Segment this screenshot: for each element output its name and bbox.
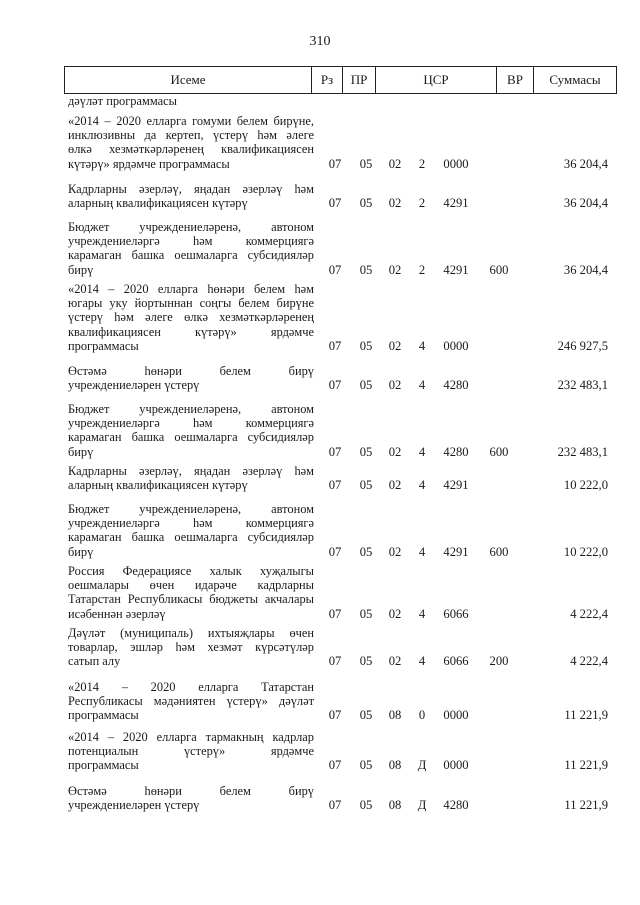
target-code-subprogram: 2 xyxy=(418,196,426,211)
subsection-code: 05 xyxy=(359,654,373,669)
section-code: 07 xyxy=(328,262,342,277)
amount-value: 232 483,1 xyxy=(557,378,608,393)
target-code-subprogram: 0 xyxy=(418,708,426,723)
expense-type-code: 200 xyxy=(489,654,509,669)
row-description xyxy=(68,364,314,392)
description-line: инклюзивны да кертеп, үстерү һәм әлеге xyxy=(68,128,314,143)
target-code-direction: 0000 xyxy=(443,758,469,773)
target-code-program: 02 xyxy=(388,156,402,171)
target-code-program: 02 xyxy=(388,444,402,459)
section-code: 07 xyxy=(328,654,342,669)
row-description xyxy=(68,94,314,108)
target-code-subprogram: 2 xyxy=(418,156,426,171)
target-code-direction: 0000 xyxy=(443,156,469,171)
description-line: Кадрларны әзерләү, яңадан әзерләү һәм xyxy=(68,182,314,196)
target-code-subprogram: 4 xyxy=(418,444,426,459)
target-code-subprogram: Д xyxy=(417,758,427,773)
description-line: карамаган башка оешмаларга субсидияләр xyxy=(68,248,314,263)
amount-value: 10 222,0 xyxy=(563,544,608,559)
amount-value: 36 204,4 xyxy=(563,196,608,211)
description-line: оешмалары өчен идарәче кадрларны xyxy=(68,578,314,593)
amount-value: 10 222,0 xyxy=(563,478,608,493)
description-line: бирү xyxy=(68,544,94,559)
description-line: товарлар, эшләр һәм хезмәт күрсәтүләр xyxy=(68,640,314,655)
section-code: 07 xyxy=(328,478,342,493)
description-line: учреждениеләрен үстерү xyxy=(68,378,200,393)
target-code-subprogram: 2 xyxy=(418,262,426,277)
description-line: Бюджет учреждениеләренә, автоном xyxy=(68,502,314,516)
page-number: 310 xyxy=(309,34,331,49)
amount-value: 4 222,4 xyxy=(570,654,608,669)
row-description xyxy=(68,402,314,459)
target-code-direction: 4291 xyxy=(443,262,469,277)
description-line: «2014 – 2020 елларга һөнәри белем һәм xyxy=(68,282,314,296)
row-description xyxy=(68,220,314,277)
header-name: Исеме xyxy=(65,67,312,94)
description-line: аларның квалификациясен күтәрү xyxy=(68,478,248,493)
target-code-program: 08 xyxy=(388,758,402,773)
section-code: 07 xyxy=(328,606,342,621)
section-code: 07 xyxy=(328,544,342,559)
subsection-code: 05 xyxy=(359,378,373,393)
subsection-code: 05 xyxy=(359,544,373,559)
description-line: учреждениеләрен үстерү xyxy=(68,798,200,813)
row-description xyxy=(68,464,314,492)
description-line: Өстәмә һөнәри белем бирү xyxy=(68,784,314,798)
subsection-code: 05 xyxy=(359,708,373,723)
amount-value: 232 483,1 xyxy=(557,444,608,459)
amount-value: 11 221,9 xyxy=(564,798,608,813)
target-code-direction: 0000 xyxy=(443,708,469,723)
description-line: күтәрү» ярдәмче программасы xyxy=(68,156,230,171)
target-code-program: 02 xyxy=(388,478,402,493)
header-csr: ЦСР xyxy=(376,67,497,94)
subsection-code: 05 xyxy=(359,156,373,171)
header-sum: Суммасы xyxy=(534,67,617,94)
row-description xyxy=(68,182,314,210)
target-code-program: 02 xyxy=(388,654,402,669)
subsection-code: 05 xyxy=(359,444,373,459)
amount-value: 11 221,9 xyxy=(564,708,608,723)
target-code-direction: 4280 xyxy=(443,444,469,459)
target-code-subprogram: 4 xyxy=(418,654,426,669)
target-code-direction: 4291 xyxy=(443,544,469,559)
target-code-program: 02 xyxy=(388,378,402,393)
subsection-code: 05 xyxy=(359,478,373,493)
description-line: дәүләт программасы xyxy=(68,94,177,108)
table-header xyxy=(64,66,617,94)
description-line: Бюджет учреждениеләренә, автоном xyxy=(68,402,314,416)
target-code-direction: 4291 xyxy=(443,478,469,493)
section-code: 07 xyxy=(328,156,342,171)
target-code-direction: 4291 xyxy=(443,196,469,211)
description-line: учреждениеләргә һәм коммерциягә xyxy=(68,234,314,249)
target-code-program: 08 xyxy=(388,798,402,813)
amount-value: 36 204,4 xyxy=(563,156,608,171)
description-line: сатып алу xyxy=(68,654,121,669)
section-code: 07 xyxy=(328,758,342,773)
target-code-subprogram: 4 xyxy=(418,478,426,493)
amount-value: 246 927,5 xyxy=(557,338,608,353)
expense-type-code: 600 xyxy=(489,262,509,277)
amount-value: 4 222,4 xyxy=(570,606,608,621)
description-line: программасы xyxy=(68,708,139,723)
description-line: «2014 – 2020 елларга Татарстан xyxy=(68,680,314,694)
target-code-subprogram: Д xyxy=(417,798,427,813)
row-description xyxy=(68,564,314,621)
expense-type-code: 600 xyxy=(489,544,509,559)
description-line: аларның квалификациясен күтәрү xyxy=(68,196,248,211)
section-code: 07 xyxy=(328,338,342,353)
target-code-direction: 6066 xyxy=(443,606,469,621)
target-code-subprogram: 4 xyxy=(418,544,426,559)
section-code: 07 xyxy=(328,378,342,393)
target-code-direction: 0000 xyxy=(443,338,469,353)
section-code: 07 xyxy=(328,444,342,459)
target-code-subprogram: 4 xyxy=(418,378,426,393)
row-description xyxy=(68,282,314,353)
description-line: үстерү һәм әлеге өлкә хезмәткәрләренең xyxy=(68,310,314,325)
description-line: «2014 – 2020 елларга тармакның кадрлар xyxy=(68,730,314,744)
target-code-direction: 4280 xyxy=(443,378,469,393)
description-line: Кадрларны әзерләү, яңадан әзерләү һәм xyxy=(68,464,314,478)
description-line: Дәүләт (муниципаль) ихтыяҗлары өчен xyxy=(68,626,314,640)
row-description xyxy=(68,502,314,559)
target-code-program: 02 xyxy=(388,544,402,559)
description-line: учреждениеләргә һәм коммерциягә xyxy=(68,416,314,431)
subsection-code: 05 xyxy=(359,798,373,813)
description-line: программасы xyxy=(68,338,139,353)
row-description xyxy=(68,730,314,773)
description-line: учреждениеләргә һәм коммерциягә xyxy=(68,516,314,531)
description-line: карамаган башка оешмаларга субсидияләр xyxy=(68,530,314,545)
description-line: бирү xyxy=(68,444,94,459)
row-description xyxy=(68,114,314,171)
subsection-code: 05 xyxy=(359,262,373,277)
description-line: Россия Федерациясе халык хуҗалыгы xyxy=(68,564,314,578)
description-line: югары уку йортыннан соңгы белем бирүне xyxy=(68,296,314,311)
description-line: Республикасы мәдәниятен үстерү» дәүләт xyxy=(68,694,314,709)
target-code-direction: 4280 xyxy=(443,798,469,813)
description-line: Бюджет учреждениеләренә, автоном xyxy=(68,220,314,234)
subsection-code: 05 xyxy=(359,196,373,211)
section-code: 07 xyxy=(328,196,342,211)
description-line: потенциалын үстерү» ярдәмче xyxy=(68,744,314,759)
target-code-subprogram: 4 xyxy=(418,338,426,353)
description-line: квалификациясен күтәрү» ярдәмче xyxy=(68,324,314,339)
amount-value: 36 204,4 xyxy=(563,262,608,277)
row-description xyxy=(68,680,314,723)
target-code-program: 02 xyxy=(388,262,402,277)
description-line: Өстәмә һөнәри белем бирү xyxy=(68,364,314,378)
description-line: исәбеннән әзерләү xyxy=(68,606,166,621)
row-description xyxy=(68,626,314,669)
description-line: Татарстан Республикасы бюджеты акчалары xyxy=(68,592,314,607)
description-line: программасы xyxy=(68,758,139,773)
expense-type-code: 600 xyxy=(489,444,509,459)
target-code-program: 02 xyxy=(388,196,402,211)
target-code-subprogram: 4 xyxy=(418,606,426,621)
description-line: карамаган башка оешмаларга субсидияләр xyxy=(68,430,314,445)
subsection-code: 05 xyxy=(359,606,373,621)
subsection-code: 05 xyxy=(359,758,373,773)
description-line: бирү xyxy=(68,262,94,277)
description-line: өлкә хезмәткәрләренең квалификациясен xyxy=(68,142,314,157)
subsection-code: 05 xyxy=(359,338,373,353)
amount-value: 11 221,9 xyxy=(564,758,608,773)
section-code: 07 xyxy=(328,798,342,813)
section-code: 07 xyxy=(328,708,342,723)
target-code-program: 08 xyxy=(388,708,402,723)
description-line: «2014 – 2020 елларга гомуми белем бирүне, xyxy=(68,114,314,128)
row-description xyxy=(68,784,314,812)
header-pr: ПР xyxy=(343,67,376,94)
header-rz: Рз xyxy=(312,67,343,94)
target-code-direction: 6066 xyxy=(443,654,469,669)
target-code-program: 02 xyxy=(388,338,402,353)
header-vr: ВР xyxy=(497,67,534,94)
target-code-program: 02 xyxy=(388,606,402,621)
